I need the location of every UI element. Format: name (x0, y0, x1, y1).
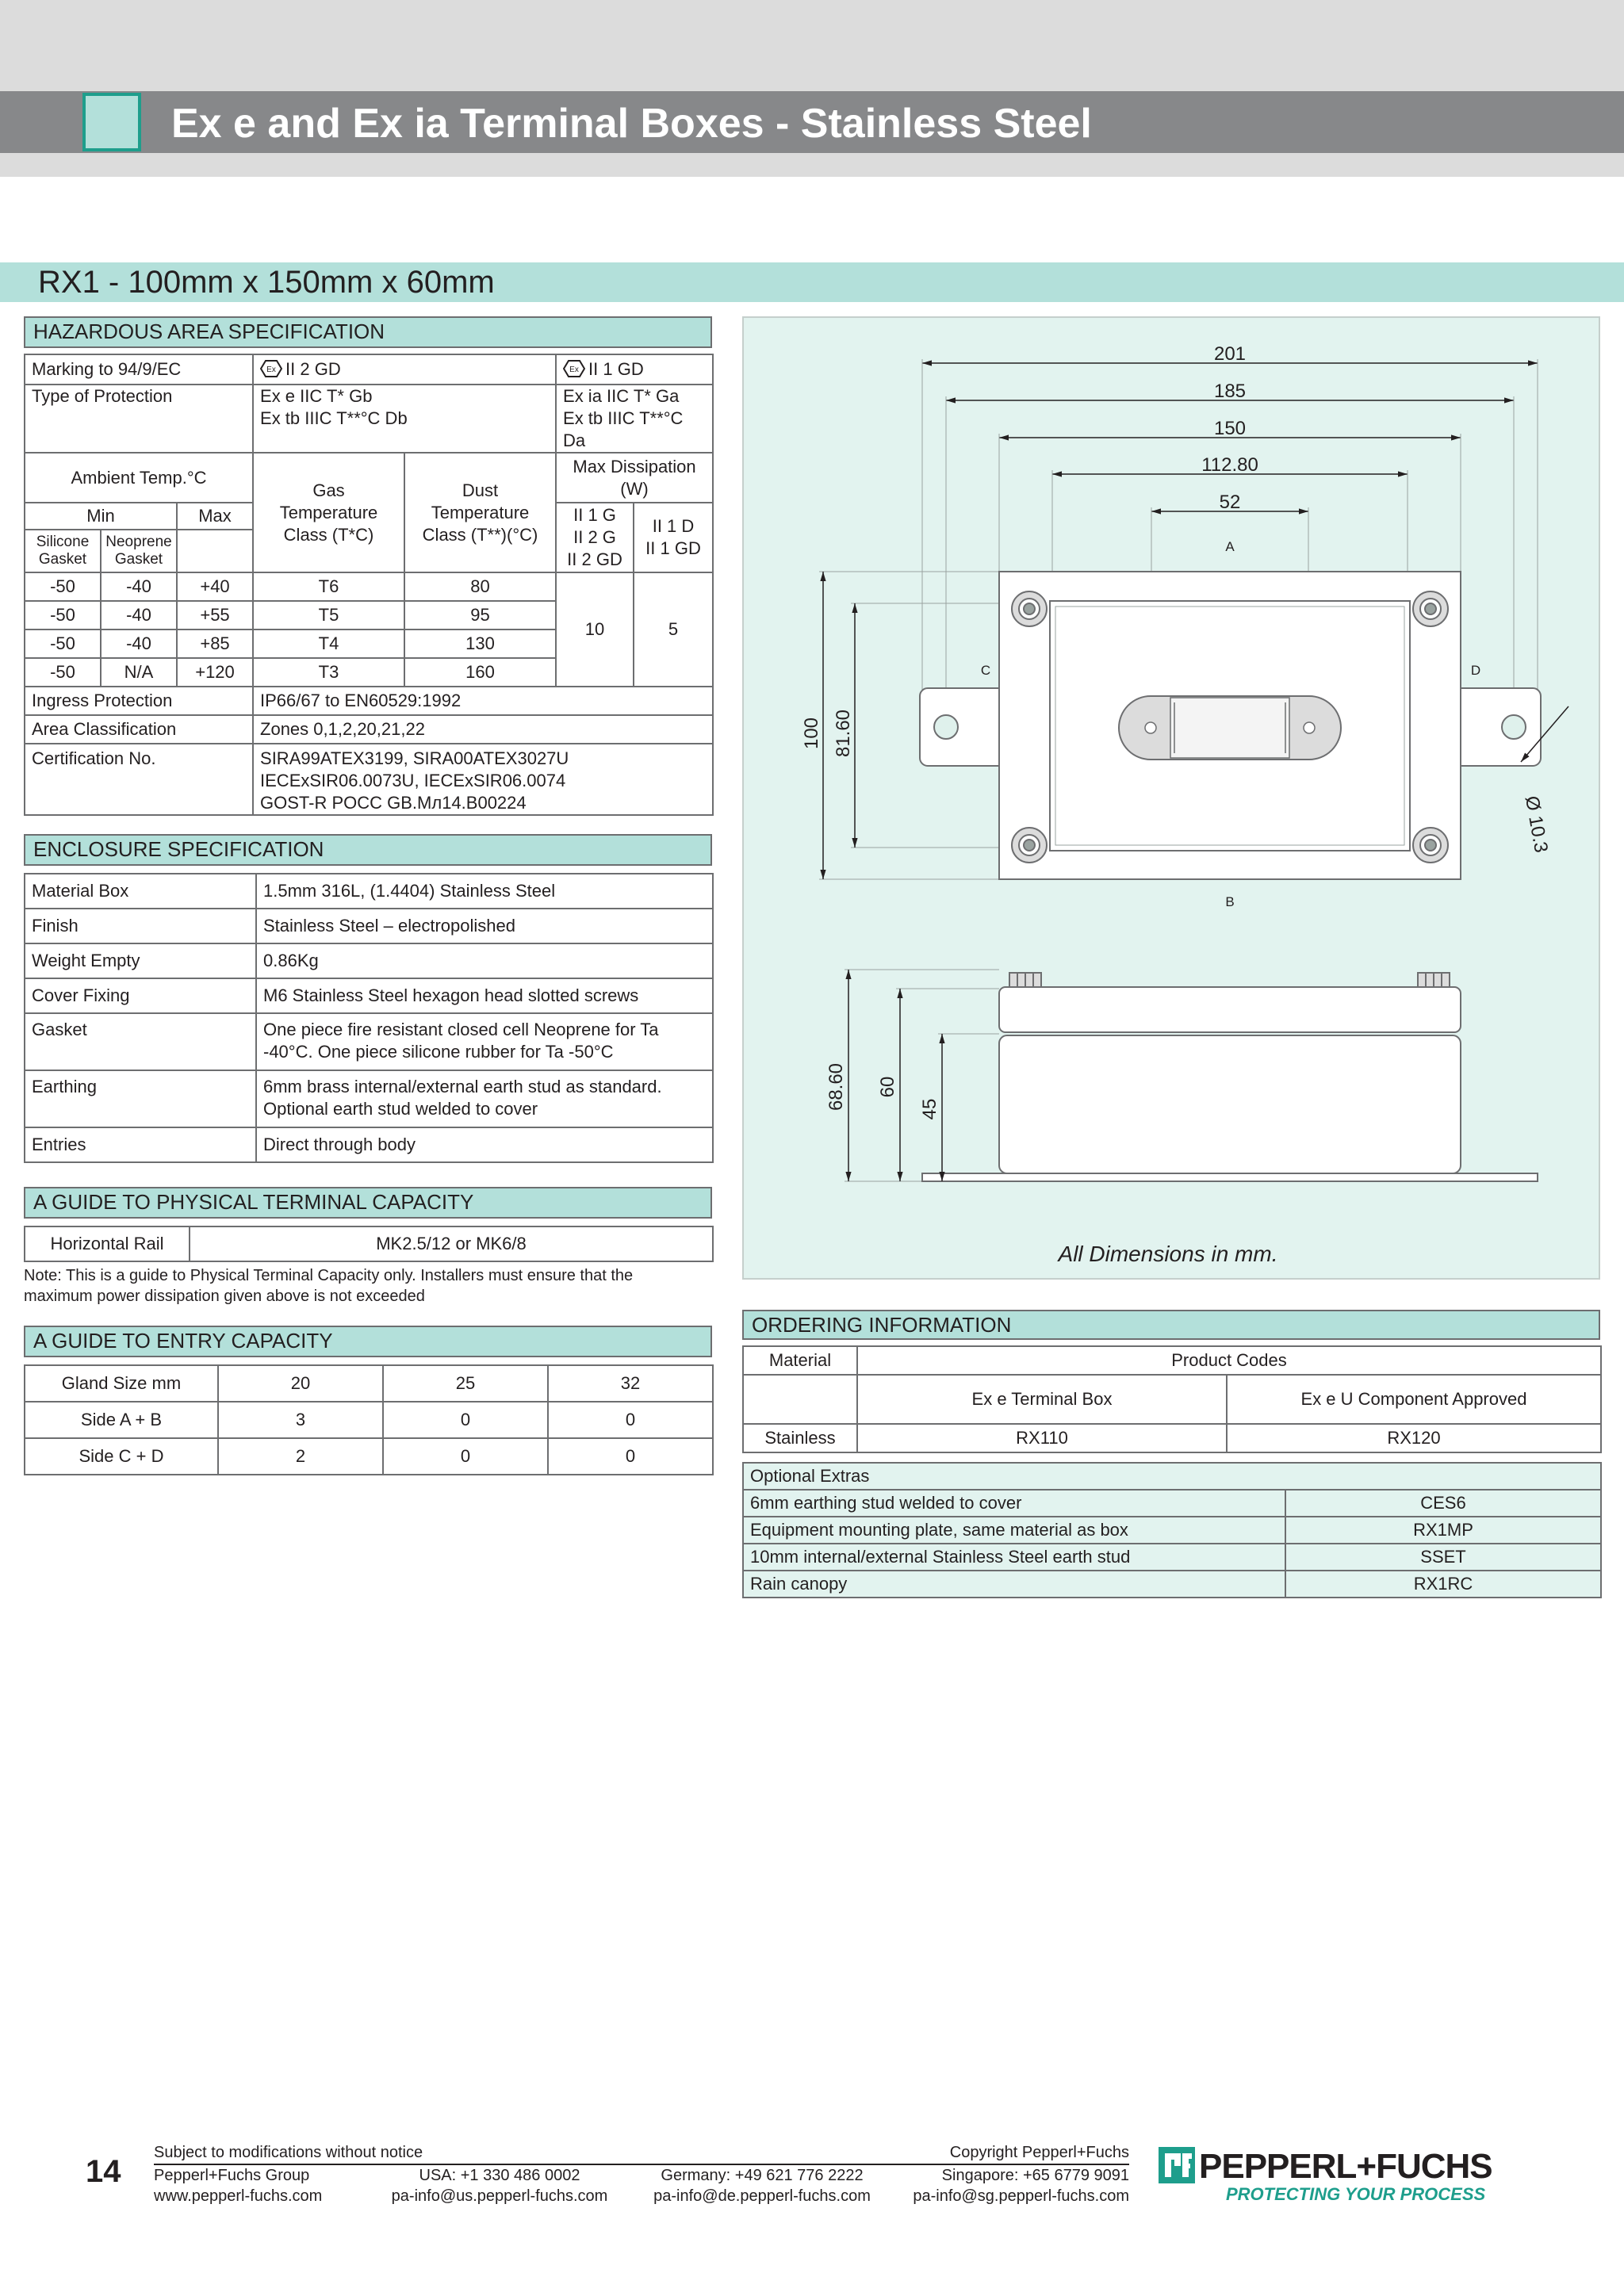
terminal-table (24, 1226, 714, 1262)
extra-code: SSET (1285, 1544, 1601, 1571)
ex-hexagon-icon (563, 359, 585, 378)
dim-68: 68.60 (825, 1062, 847, 1112)
dust-class-header (404, 453, 556, 572)
protection-b1: Ex ia IIC T* Ga (563, 386, 680, 406)
dust-class-cell: 95 (404, 601, 556, 629)
svg-text:Ex: Ex (266, 365, 276, 374)
footer-usa-mail[interactable]: pa-info@us.pepperl-fuchs.com (391, 2187, 608, 2205)
dust-class-cell: 160 (404, 658, 556, 687)
entry-cell: 3 (218, 1402, 383, 1438)
extra-desc: 10mm internal/external Stainless Steel earth stud (743, 1544, 1285, 1571)
gas-label-1: Gas (312, 480, 345, 500)
entries-label: Entries (25, 1127, 256, 1162)
terminal-note-2: maximum power dissipation given above is not exceeded (24, 1288, 425, 1305)
earthing-label: Earthing (25, 1070, 256, 1127)
page-number: 14 (86, 2154, 121, 2189)
neoprene-gasket-label (101, 530, 177, 572)
gas-class-cell: T3 (253, 658, 404, 687)
extra-desc: Equipment mounting plate, same material as box (743, 1517, 1285, 1544)
silicone-gasket-label (25, 530, 101, 572)
page-title: Ex e and Ex ia Terminal Boxes - Stainless Steel (171, 101, 1092, 147)
entry-cell: 0 (548, 1438, 713, 1475)
entry-cell: 2 (218, 1438, 383, 1475)
hazardous-table (24, 354, 714, 816)
entry-table (24, 1364, 714, 1475)
max-dissipation-header (556, 453, 713, 503)
entry-header-cell: 32 (548, 1365, 713, 1402)
material-header: Material (743, 1346, 857, 1375)
dim-52: 52 (1219, 492, 1241, 513)
maxdiss-col1-1: II 1 G (573, 505, 616, 525)
logo-name: PEPPERL+FUCHS (1199, 2147, 1492, 2186)
enclosure-table (24, 873, 714, 1163)
protection-a (253, 385, 556, 453)
temp-cell: +85 (177, 629, 253, 658)
earthing-line-1: 6mm brass internal/external earth stud as standard. (263, 1077, 662, 1096)
cert-line-1: SIRA99ATEX3199, SIRA00ATEX3027U (260, 748, 569, 768)
ambient-label: Ambient Temp.°C (25, 453, 253, 503)
enclosure-value: 1.5mm 316L, (1.4404) Stainless Steel (256, 874, 713, 909)
temp-cell: -40 (101, 572, 177, 601)
extra-code: RX1RC (1285, 1571, 1601, 1598)
footer-web-link[interactable]: www.pepperl-fuchs.com (154, 2187, 323, 2205)
cert-value (253, 744, 713, 815)
side-c-label: C (980, 663, 991, 678)
maxdiss-label-1: Max Dissipation (573, 456, 696, 476)
enclosure-value: 0.86Kg (256, 943, 713, 978)
entry-header-cell: Gland Size mm (25, 1365, 218, 1402)
entry-cell: 0 (383, 1402, 548, 1438)
title-band-bottom (0, 153, 1624, 177)
footer-de-phone: Germany: +49 621 776 2222 (661, 2167, 864, 2184)
enclosure-heading: ENCLOSURE SPECIFICATION (24, 834, 712, 866)
enclosure-value: Stainless Steel – electropolished (256, 909, 713, 943)
max-blank (177, 530, 253, 572)
protection-b (556, 385, 713, 453)
extra-code: CES6 (1285, 1490, 1601, 1517)
code-terminal-box: RX110 (857, 1424, 1227, 1452)
dimensions-caption: All Dimensions in mm. (1058, 1242, 1278, 1266)
enclosure-label: Cover Fixing (25, 978, 256, 1013)
product-codes-header: Product Codes (857, 1346, 1601, 1375)
dust-class-cell: 130 (404, 629, 556, 658)
max-label: Max (177, 503, 253, 530)
dim-100: 100 (801, 717, 822, 750)
enclosure-value: M6 Stainless Steel hexagon head slotted screws (256, 978, 713, 1013)
temp-cell: -50 (25, 658, 101, 687)
gas-label-3: Class (T*C) (283, 524, 374, 545)
hazardous-heading: HAZARDOUS AREA SPECIFICATION (24, 316, 712, 348)
header-top-band (0, 0, 1624, 91)
drawing-panel (742, 316, 1600, 1280)
extras-table (742, 1462, 1602, 1598)
dim-150: 150 (1213, 418, 1247, 439)
gas-label-2: Temperature (279, 502, 378, 522)
temp-cell: +40 (177, 572, 253, 601)
ordering-table (742, 1345, 1602, 1453)
dim-185: 185 (1213, 381, 1247, 402)
product-title: RX1 - 100mm x 150mm x 60mm (38, 265, 495, 300)
ingress-label: Ingress Protection (25, 687, 253, 715)
gasket-line-2: -40°C. One piece silicone rubber for Ta -50°C (263, 1042, 614, 1062)
dust-label-2: Temperature (431, 502, 530, 522)
temp-cell: -50 (25, 629, 101, 658)
enclosure-label: Weight Empty (25, 943, 256, 978)
dim-112: 112.80 (1201, 454, 1258, 476)
marking-label: Marking to 94/9/EC (25, 354, 253, 385)
logo-tagline: PROTECTING YOUR PROCESS (1226, 2184, 1486, 2204)
temp-cell: -50 (25, 601, 101, 629)
protection-a1: Ex e IIC T* Gb (260, 386, 373, 406)
temp-cell: -40 (101, 601, 177, 629)
silicone-label-1: Silicone (36, 534, 90, 550)
neoprene-label-1: Neoprene (105, 534, 172, 550)
min-label: Min (25, 503, 177, 530)
silicone-label-2: Gasket (38, 551, 87, 568)
footer-group: Pepperl+Fuchs Group (154, 2167, 310, 2184)
footer-notice: Subject to modifications without notice (154, 2144, 423, 2161)
extras-heading: Optional Extras (743, 1463, 1601, 1490)
title-accent-square (82, 93, 141, 151)
gasket-label: Gasket (25, 1013, 256, 1070)
extra-code: RX1MP (1285, 1517, 1601, 1544)
dissipation-a: 10 (556, 572, 634, 687)
terminal-note-1: Note: This is a guide to Physical Terminal Capacity only. Installers must ensure that the (24, 1267, 634, 1284)
area-value: Zones 0,1,2,20,21,22 (253, 715, 713, 744)
cert-line-3: GOST-R POCC GB.Mл14.B00224 (260, 793, 527, 813)
svg-text:Ex: Ex (569, 365, 579, 374)
temp-cell: -50 (25, 572, 101, 601)
col-terminal-box: Ex e Terminal Box (857, 1375, 1227, 1424)
logo-mark-icon (1159, 2147, 1195, 2183)
gas-class-cell: T5 (253, 601, 404, 629)
gas-class-cell: T6 (253, 572, 404, 601)
footer-sg-phone: Singapore: +65 6779 9091 (941, 2167, 1129, 2184)
gasket-line-1: One piece fire resistant closed cell Neoprene for Ta (263, 1020, 659, 1039)
temp-cell: +120 (177, 658, 253, 687)
maxdiss-col1-3: II 2 GD (567, 549, 622, 569)
earthing-value (256, 1070, 713, 1127)
protection-label: Type of Protection (25, 385, 253, 453)
ingress-value: IP66/67 to EN60529:1992 (253, 687, 713, 715)
footer-usa-phone: USA: +1 330 486 0002 (419, 2167, 580, 2184)
ordering-heading: ORDERING INFORMATION (742, 1310, 1600, 1340)
entry-cell: Side A + B (25, 1402, 218, 1438)
marking-b-cell (556, 354, 713, 385)
cert-label: Certification No. (25, 744, 253, 815)
material-header-blank (743, 1375, 857, 1424)
temp-cell: +55 (177, 601, 253, 629)
gas-class-cell: T4 (253, 629, 404, 658)
terminal-note (24, 1265, 722, 1307)
side-a-label: A (1225, 539, 1235, 554)
rail-value: MK2.5/12 or MK6/8 (190, 1226, 713, 1261)
dim-45: 45 (919, 1098, 940, 1120)
temp-cell: -40 (101, 629, 177, 658)
side-d-label: D (1470, 663, 1481, 678)
temp-cell: N/A (101, 658, 177, 687)
maxdiss-col1-2: II 2 G (573, 527, 616, 547)
col-component-approved: Ex e U Component Approved (1227, 1375, 1601, 1424)
gasket-value (256, 1013, 713, 1070)
dim-60: 60 (877, 1076, 898, 1098)
marking-a: II 2 GD (285, 359, 341, 379)
marking-a-cell (253, 354, 556, 385)
maxdiss-col2-1: II 1 D (652, 516, 695, 536)
protection-b2: Ex tb IIIC T**°C Da (563, 408, 684, 450)
enclosure-label: Finish (25, 909, 256, 943)
entry-cell: 0 (548, 1402, 713, 1438)
extra-desc: Rain canopy (743, 1571, 1285, 1598)
protection-a2: Ex tb IIIC T**°C Db (260, 408, 408, 428)
neoprene-label-2: Gasket (114, 551, 163, 568)
cert-line-2: IECExSIR06.0073U, IECExSIR06.0074 (260, 771, 566, 790)
rail-label: Horizontal Rail (25, 1226, 190, 1261)
entry-header-cell: 25 (383, 1365, 548, 1402)
marking-b: II 1 GD (588, 359, 644, 379)
dimension-drawing (744, 318, 1599, 1278)
gas-class-header (253, 453, 404, 572)
pepperl-fuchs-logo-icon (1159, 2147, 1195, 2183)
footer-sg-mail[interactable]: pa-info@sg.pepperl-fuchs.com (913, 2187, 1129, 2205)
area-label: Area Classification (25, 715, 253, 744)
dim-81: 81.60 (833, 709, 854, 758)
footer-copyright: Copyright Pepperl+Fuchs (949, 2144, 1129, 2161)
entry-cell: 0 (383, 1438, 548, 1475)
entry-heading: A GUIDE TO ENTRY CAPACITY (24, 1326, 712, 1357)
code-component-approved: RX120 (1227, 1424, 1601, 1452)
maxdiss-label-2: (W) (620, 478, 649, 499)
dissipation-b: 5 (634, 572, 713, 687)
entries-value: Direct through body (256, 1127, 713, 1162)
side-b-label: B (1225, 894, 1235, 909)
maxdiss-col2-2: II 1 GD (645, 538, 701, 558)
ex-hexagon-icon (260, 359, 282, 378)
enclosure-label: Material Box (25, 874, 256, 909)
maxdiss-col1 (556, 503, 634, 572)
earthing-line-2: Optional earth stud welded to cover (263, 1099, 538, 1119)
dust-class-cell: 80 (404, 572, 556, 601)
dim-201: 201 (1213, 343, 1247, 365)
dust-label-1: Dust (462, 480, 499, 500)
terminal-heading: A GUIDE TO PHYSICAL TERMINAL CAPACITY (24, 1187, 712, 1219)
maxdiss-col2 (634, 503, 713, 572)
entry-cell: Side C + D (25, 1438, 218, 1475)
dim-hole: Ø 10.3 (1520, 794, 1552, 855)
extra-desc: 6mm earthing stud welded to cover (743, 1490, 1285, 1517)
material-value: Stainless (743, 1424, 857, 1452)
entry-header-cell: 20 (218, 1365, 383, 1402)
footer-de-mail[interactable]: pa-info@de.pepperl-fuchs.com (653, 2187, 871, 2205)
dust-label-3: Class (T**)(°C) (422, 524, 538, 545)
